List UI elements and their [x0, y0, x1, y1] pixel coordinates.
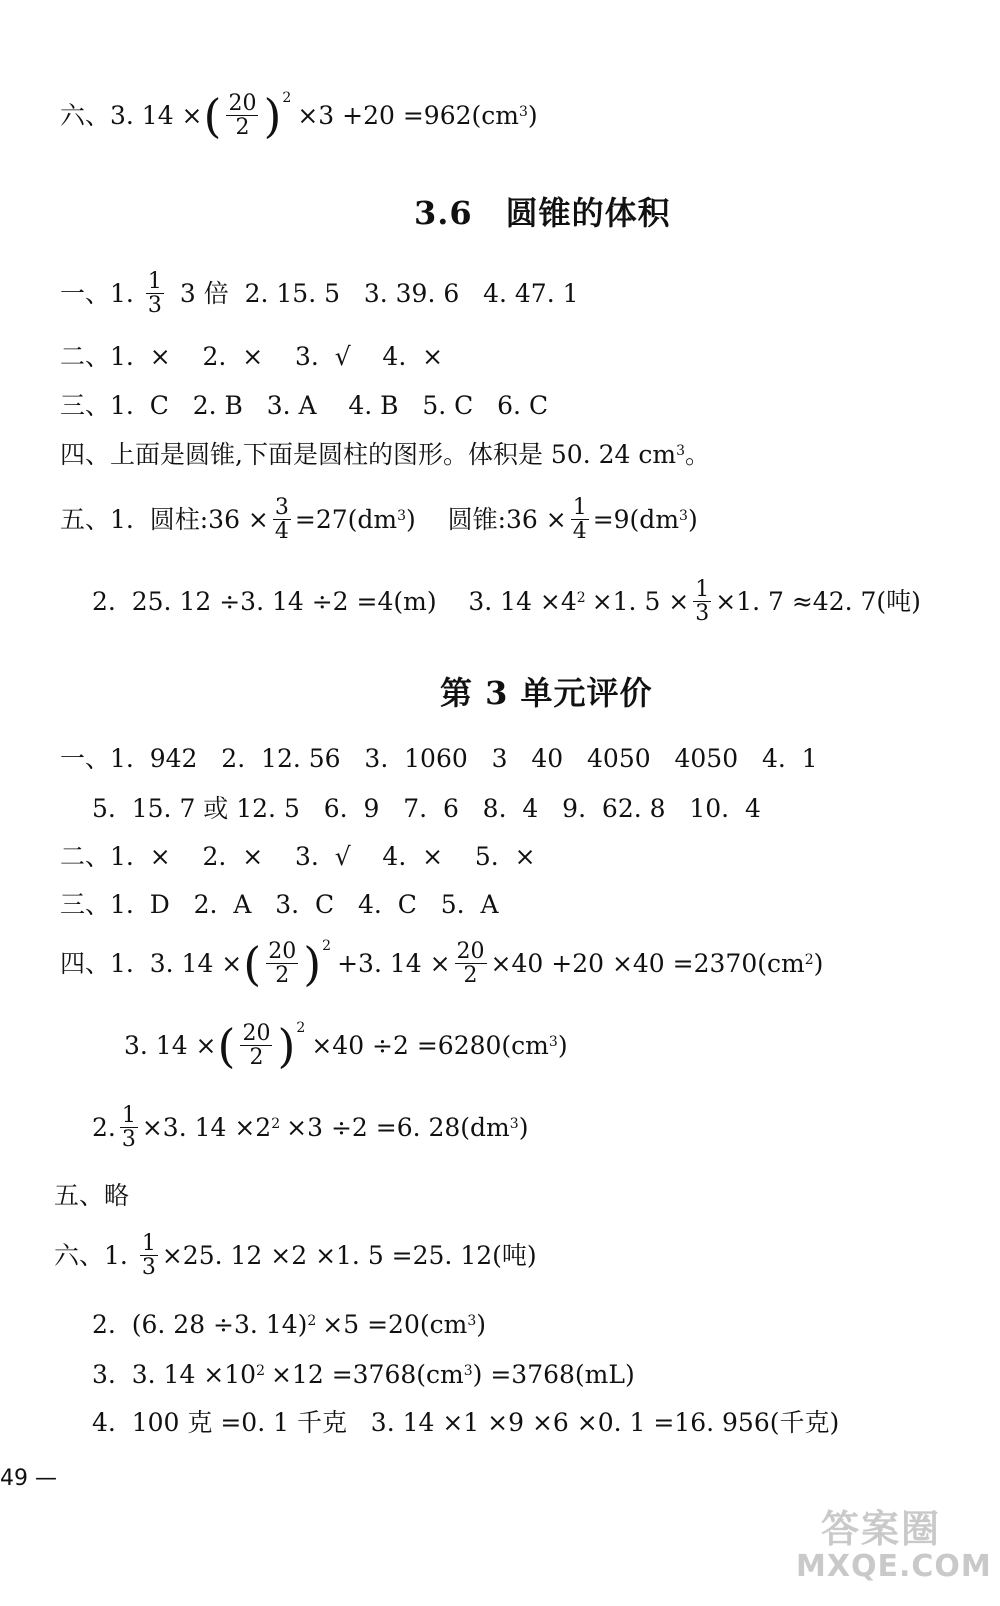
answer-line-2: 二、1. × 2. × 3. √ 4. × — [60, 342, 444, 371]
fraction: $\frac{20}{2}$ — [242, 1021, 271, 1071]
fraction: $\frac{1}{4}$ — [572, 495, 587, 545]
watermark-logo: 答案圈 MXQE.COM — [796, 1507, 992, 1584]
fraction: $\frac{1}{3}$ — [121, 1103, 136, 1153]
answer-line-u6-3: 3. 3. 14 ×10 $^2$ ×12 =3768(cm $^3$ ) =3768(mL) — [92, 1360, 635, 1389]
page-number: 49 — — [0, 1466, 57, 1491]
answer-line-u6-2: 2. (6. 28 ÷3. 14) $^2$ ×5 =20(cm $^3$ ) — [92, 1310, 487, 1339]
fraction: $\frac{20}{2}$ — [456, 939, 485, 989]
answer-line-u4-2: 2. $\frac{1}{3}$ ×3. 14 ×2 $^2$ ×3 ÷2 =6. 28(dm $^3$ ) — [92, 1103, 529, 1153]
answer-line-u1-cont: 5. 15. 7 或 12. 5 6. 9 7. 6 8. 4 9. 62. 8 10. 4 — [92, 794, 761, 823]
answer-line-6-top: 六、3. 14 × ( $\frac{20}{2}$ ) $^2$ ×3 +20 =962(cm $^3$ ) — [60, 88, 538, 143]
open-paren: ( — [203, 88, 222, 143]
answer-line-u2: 二、1. × 2. × 3. √ 4. × 5. × — [60, 842, 536, 871]
fraction: $\frac{1}{3}$ — [695, 577, 710, 627]
answer-line-u6-1: 六、1. $\frac{1}{3}$ ×25. 12 ×2 ×1. 5 =25. 12(吨) — [54, 1231, 537, 1281]
fraction: $\frac{3}{4}$ — [274, 495, 289, 545]
answer-line-u6-4: 4. 100 克 =0. 1 千克 3. 14 ×1 ×9 ×6 ×0. 1 =16. 956(千克) — [92, 1408, 840, 1437]
section-heading-3-6: 3.6 圆锥的体积 — [414, 194, 671, 232]
answer-line-5-1: 五、1. 圆柱:36 × $\frac{3}{4}$ =27(dm $^3$ ) 圆锥:36 × $\frac{1}{4}$ =9(dm $^3$ ) — [60, 495, 698, 545]
answer-line-u4-1b: 3. 14 × ( $\frac{20}{2}$ ) $^2$ ×40 ÷2 =6280(cm $^3$ ) — [124, 1018, 568, 1073]
answer-line-4: 四、上面是圆锥,下面是圆柱的图形。体积是 50. 24 cm $^3$ 。 — [60, 440, 711, 469]
section-heading-unit-3: 第 3 单元评价 — [440, 674, 653, 712]
answer-line-5-2: 2. 25. 12 ÷3. 14 ÷2 =4(m) 3. 14 ×4 $^2$ ×1. 5 × $\frac{1}{3}$ ×1. 7 ≈42. 7(吨) — [92, 577, 921, 627]
answer-line-u1: 一、1. 942 2. 12. 56 3. 1060 3 40 4050 4050 4. 1 — [60, 744, 818, 773]
close-paren: ) — [263, 88, 282, 143]
fraction: $\frac{20}{2}$ — [268, 939, 297, 989]
fraction: $\frac{1}{3}$ — [147, 269, 162, 319]
fraction: $\frac{1}{3}$ — [141, 1231, 156, 1281]
answer-line-u4-1: 四、1. 3. 14 × ( $\frac{20}{2}$ ) $^2$ +3. 14 × $\frac{20}{2}$ ×40 +20 ×40 =2370(cm $^2$ ) — [60, 936, 824, 991]
answer-line-u3: 三、1. D 2. A 3. C 4. C 5. A — [60, 890, 499, 919]
answer-line-u5: 五、略 — [54, 1181, 130, 1210]
answer-line-3: 三、1. C 2. B 3. A 4. B 5. C 6. C — [60, 391, 549, 420]
answer-line-1: 一、1. $\frac{1}{3}$ 3 倍 2. 15. 5 3. 39. 6 4. 47. 1 — [60, 269, 579, 319]
fraction: $\frac{20}{2}$ — [228, 91, 257, 141]
